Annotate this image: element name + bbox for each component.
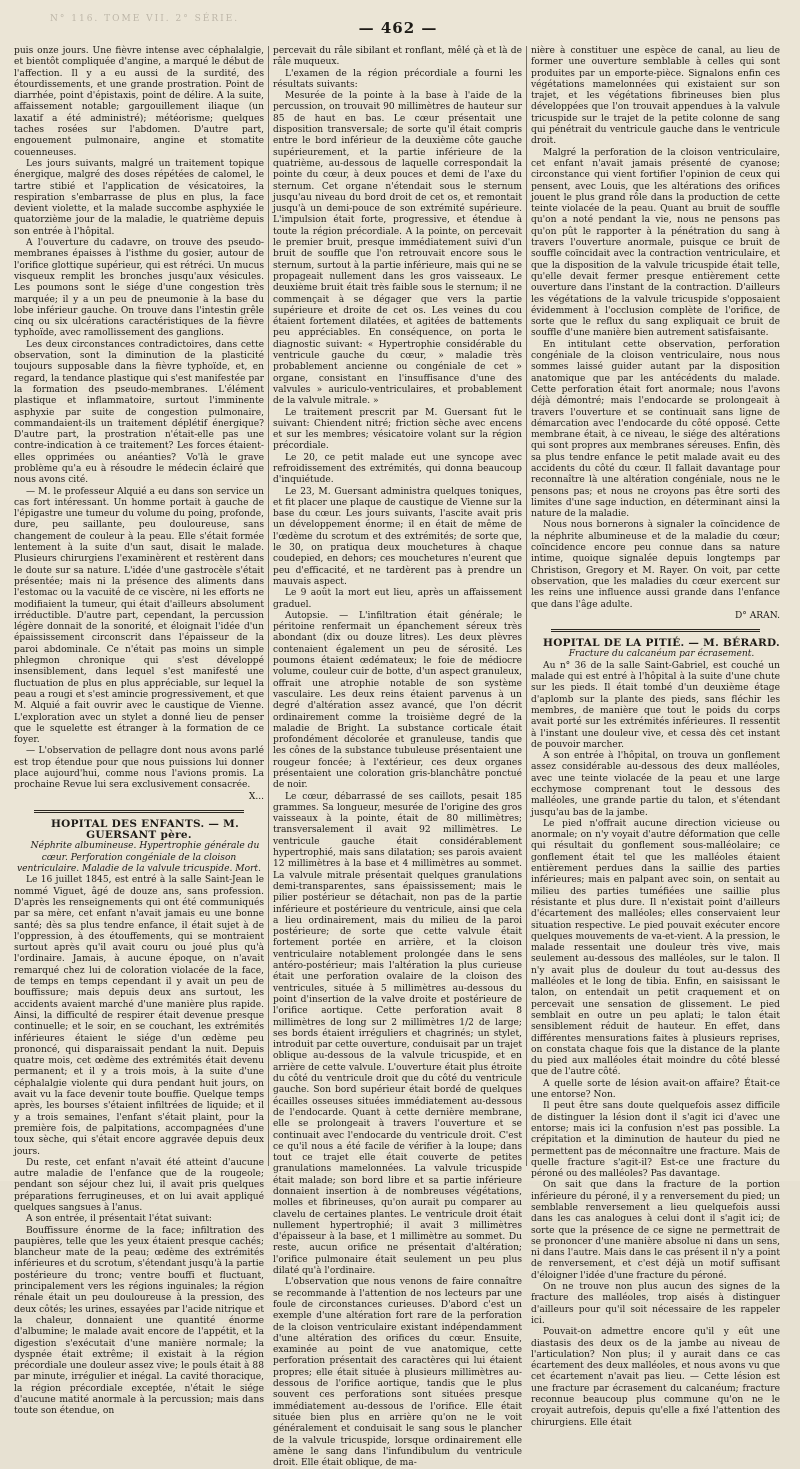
paragraph: Autopsie. — L'infiltration était générale; le péritoine renfermait un épanchement séreux très abondant (dix ou douze litres). Les deux plèvres contenaient également un peu de sérosité. Les poumons étaient œdémateux; le foie de médiocre volume, couleur cuir de botte, d'un aspect granuleux, offrait une atrophie notable de son système vasculaire. Les deux reins étaient parvenus à un degré d'altération assez avancé, que l'on décrit ordinairement comme la troisième degré de la maladie de Bright. La substance corticale était profondément décolorée et granuleuse, tandis que les cônes de la substance tubuleuse présentaient une rougeur foncée; à l'extérieur, ces deux organes présentaient une coloration gris-blanchâtre ponctué de noir. xyxy=(273,610,522,791)
paragraph: puis onze jours. Une fièvre intense avec céphalalgie, et bientôt compliquée d'angine, a marqué le début de l'affection. Il y a eu aussi de la surdité, des étourdissements, et une grande prostration. Point de diarrhée, point d'épistaxis, point de délire. A la suite, affaissement notable; gargouillement iliaque (un laxatif a été administré); météorisme; quelques taches rosées sur l'abdomen. D'autre part, engouement pulmonaire, angine et stomatite couenneuses. xyxy=(14,46,264,158)
paragraph: — L'observation de pellagre dont nous avons parlé est trop étendue pour que nous puissions lui donner place aujourd'hui, comme nous l'avions promis. La prochaine Revue lui sera exclusivement consacrée. xyxy=(14,746,264,791)
paragraph: Il peut être sans doute quelquefois assez difficile de distinguer la lésion dont il s'agit ici d'avec une entorse; mais ici la confusion n'est pas possible. La crépitation et la diminution de hauteur du pied ne permettent pas de méconnaître une fracture. Mais de quelle fracture s'agit-il? Est-ce une fracture du péroné ou des malléoles? Pas davantage. xyxy=(531,1101,780,1180)
section-heading: HOPITAL DE LA PITIÉ. — M. BÉRARD. xyxy=(543,637,780,650)
column-3 xyxy=(526,46,784,1428)
paragraph: Malgré la perforation de la cloison ventriculaire, cet enfant n'avait jamais présenté de cyanose; circonstance qui vient fortifier l'opinion de ceux qui pensent, avec Louis, que les altérations des orifices jouent le plus grand rôle dans la production de cette teinte violacée de la peau. Quant au bruit de souffle qu'on a noté pendant la vie, nous ne pensons pas qu'on pût le rapporter à la pénétration du sang à travers l'ouverture anormale, puisque ce bruit de souffle coïncidait avec la contraction ventriculaire, et que la disposition de la valvule tricuspide était telle, qu'elle devait fermer presque entièrement cette ouverture dans l'instant de la contraction. D'ailleurs les végétations de la valvule tricuspide s'opposaient évidemment à l'occlusion complète de l'orifice, de sorte que le reflux du sang expliquait ce bruit de souffle d'une manière bien autrement satisfaisante. xyxy=(531,147,780,339)
text-columns xyxy=(10,46,786,1469)
paragraph: Les jours suivants, malgré un traitement topique énergique, malgré des doses répétées de calomel, le tartre stibié et l'application de vésicatoires, la respiration s'embarrasse de plus en plus, la face devient violette, et la malade succombe asphyxiée le quatorzième jour de la maladie, le quatrième depuis son entrée à l'hôpital. xyxy=(14,158,264,237)
paragraph: L'examen de la région précordiale a fourni les résultats suivants: xyxy=(273,68,522,90)
paragraph: A son entrée à l'hôpital, on trouva un gonflement assez considérable au-dessous des deux malléoles, avec une teinte violacée de la peau et une large ecchymose comprenant tout le dessous des malléoles, une grande partie du talon, et s'étendant jusqu'au bas de la jambe. xyxy=(531,751,780,818)
paragraph: A quelle sorte de lésion avait-on affaire? Était-ce une entorse? Non. xyxy=(531,1078,780,1101)
paragraph: nière à constituer une espèce de canal, au lieu de former une ouverture semblable à celles qui sont produites par un emporte-pièce. Signalons enfin ces végétations mamelonnées qui existaient sur son trajet, et les végétations fibrineuses bien plus développées que l'on trouvait appendues à la valvule tricuspide sur le trajet de la petite colonne de sang qui pénétrait du ventricule gauche dans le ventricule droit. xyxy=(531,46,780,147)
signature: D° ARAN. xyxy=(735,610,780,621)
paragraph: — M. le professeur Alquié a eu dans son service un cas fort intéressant. Un homme portait à gauche de l'épigastre une tumeur du volume du poing, profonde, dure, peu saillante, peu douloureuse, sans changement de couleur à la peau. Elle s'était formée lentement à la suite d'un saut, disait le malade. Plusieurs chirurgiens l'examinèrent et restèrent dans le doute sur sa nature. L'idée d'une gastrocèle s'était présentée; mais ni la présence des aliments dans l'estomac ou la vacuité de ce viscère, ni les efforts ne modifiaient la tumeur, qui était d'ailleurs absolument irréductible. D'autre part, cependant, la percussion légère donnait de la sonorité, et éloignait l'idée d'un épaississement circonscrit dans l'épaisseur de la paroi abdominale. Ce n'était pas moins un simple phlegmon chronique qui s'est développé insensiblement, dans lequel s'est manifesté une fluctuation de plus en plus appréciable, sur lequel la peau a rougi et s'est amincie progressivement, et que M. Alquié a fait ouvrir avec le caustique de Vienne. L'exploration avec un stylet a donné lieu de penser que le squelette est étranger à la formation de ce foyer. xyxy=(14,486,264,746)
paragraph: Le traitement prescrit par M. Guersant fut le suivant: Chiendent nitré; friction sèche avec encens et sur les membres; vésicatoire volant sur la région précordiale. xyxy=(273,407,522,452)
paragraph: A l'ouverture du cadavre, on trouve des pseudo-membranes épaisses à l'isthme du gosier, autour de l'orifice glottique supérieur, qui est rétréci. Un mucus visqueux remplit les bronches jusqu'aux vésicules. Les poumons sont le siége d'une congestion très marquée; il y a un peu de pneumonie à la base du lobe inférieur gauche. On trouve dans l'intestin grêle cinq ou six ulcérations caractéristiques de la fièvre typhoïde, avec ramollissement des ganglions. xyxy=(14,238,264,339)
paragraph: Le 23, M. Guersant administra quelques toniques, et fit placer une plaque de caustique de Vienne sur la base du cœur. Les jours suivants, l'ascite avait pris un développement énorme; il en était de même de l'œdème du scrotum et des extrémités; de sorte que, le 30, on pratiqua deux mouchetures à chaque coudepied, en dehors; ces mouchetures n'eurent que peu d'efficacité, et ne tardèrent pas à prendre un mauvais aspect. xyxy=(273,486,522,587)
paragraph: Le 9 août la mort eut lieu, après un affaissement graduel. xyxy=(273,588,522,610)
paragraph: En intitulant cette observation, perforation congéniale de la cloison ventriculaire, nous nous sommes laissé guider autant par la disposition anatomique que par les antécédents du malade. Cette perforation était fort anormale; nous l'avons déjà démontré; mais l'endocarde se prolongeait à travers l'ouverture et se continuait sans ligne de démarcation avec l'endocarde du côté opposé. Cette membrane était, à ce niveau, le siége des altérations qui sont propres aux membranes séreuses. Enfin, dès sa plus tendre enfance le petit malade avait eu des accidents du côté du cœur. Il fallait davantage pour reconnaître là une altération congéniale, nous ne le pensons pas; et nous ne croyons pas être sorti des limites d'une sage induction, en déterminant ainsi la nature de la maladie. xyxy=(531,339,780,520)
paragraph: Les deux circonstances contradictoires, dans cette observation, sont la diminution de la plasticité toujours supposable dans la fièvre typhoïde, et, en regard, la tendance plastique qui s'est manifestée par la formation des pseudo-membranes. L'élément plastique et inflammatoire, surtout l'imminente asphyxie par suite de congestion pulmonaire, commandaient-ils un traitement déplétif énergique? D'autre part, la prostration n'était-elle pas une contre-indication à ce traitement? Les forces étaient-elles opprimées ou anéanties? Vo'là le grave problème qu'a eu à résoudre le médecin éclairé que nous avons cité. xyxy=(14,339,264,486)
paragraph: On ne trouve non plus aucun des signes de la fracture des malléoles, trop aisés à distinguer d'ailleurs pour qu'il soit nécessaire de les rappeler ici. xyxy=(531,1282,780,1326)
paragraph: A son entrée, il présentait l'état suivant: xyxy=(26,1214,212,1225)
paragraph: percevait du râle sibilant et ronflant, mêlé çà et là de râle muqueux. xyxy=(273,46,522,68)
paragraph: Le 16 juillet 1845, est entré à la salle Saint-Jean le nommé Viguet, âgé de douze ans, sans profession. D'après les renseignements qui ont été communiqués par sa mère, cet enfant n'avait jamais eu une bonne santé; dès sa plus tendre enfance, il était sujet à de l'oppression, à des étouffements, qui se montraient surtout après qu'il avait couru ou joué plus qu'à l'ordinaire. Jamais, à aucune époque, on n'avait remarqué chez lui de coloration violacée de la face, de temps en temps cependant il y avait un peu de bouffissure; mais depuis deux ans surtout, les accidents avaient marché d'une manière plus rapide. Ainsi, la difficulté de respirer était devenue presque continuelle; et le soir, en se couchant, les extrémités inférieures étaient le siége d'un œdème peu prononcé, qui disparaissait pendant la nuit. Depuis quatre mois, cet œdème des extrémités était devenu permanent; et il y a trois mois, à la suite d'une céphalalgie violente qui dura pendant huit jours, on avait vu la face devenir toute bouffie. Quelque temps après, les bourses s'étaient infiltrées de liquide; et il y a trois semaines, l'enfant s'était plaint, pour la première fois, de palpitations, accompagnées d'une toux sèche, qui s'était encore aggravée depuis deux jours. xyxy=(14,875,264,1157)
paragraph: Le pied n'offrait aucune direction vicieuse ou anormale; on n'y voyait d'autre déformation que celle qui résultait du gonflement sous-malléolaire; ce gonflement était tel que les malléoles étaient entièrement perdues dans la saillie des parties inférieures; mais en palpant avec soin, on sentait au milieu des parties tuméfiées une saillie plus résistante et plus dure. Il n'existait point d'ailleurs d'écartement des malléoles; elles conservaient leur situation respective. Le pied pouvait exécuter encore quelques mouvements de va-et-vient. A la pression, le malade ressentait une douleur très vive, mais seulement au-dessous des malléoles, sur le talon. Il n'y avait plus de douleur du tout au-dessus des malléoles et le long de tibia. Enfin, en saisissant le talon, on entendait un petit craquement et on percevait une sensation de glissement. Le pied semblait en outre un peu aplati; le talon était sensiblement réduit de hauteur. En effet, dans différentes mensurations faites à plusieurs reprises, on constata chaque fois que la distance de la plante du pied aux malléoles était moindre du côté blessé que de l'autre côté. xyxy=(531,818,780,1078)
paragraph: Pouvait-on admettre encore qu'il y eût une diastasis des deux os de la jambe au niveau de l'articulation? Non plus; il y aurait dans ce cas écartement des deux malléoles, et nous avons vu que cet écartement n'avait pas lieu. — Cette lésion est une fracture par écrasement du calcanéum; fracture reconnue beaucoup plus commune qu'on ne le croyait autrefois, depuis qu'elle a fixé l'attention des chirurgiens. Elle était xyxy=(531,1327,780,1428)
paragraph: L'observation que nous venons de faire connaître se recommande à l'attention de nos lecteurs par une foule de circonstances curieuses. D'abord c'est un exemple d'une altération fort rare de la perforation de la cloison ventriculaire existant indépendamment d'une altération des orifices du cœur. Ensuite, examinée au point de vue anatomique, cette perforation présentait des caractères qui lui étaient propres; elle était située à plusieurs millimètres au-dessous de l'orifice aortique, tandis que le plus souvent ces perforations sont situées presque immédiatement au-dessous de l'orifice. Elle était située bien plus en arrière qu'on ne le voit généralement et conduisait le sang sous le plancher de la valvule tricuspide, lorsque ordinairement elle amène le sang dans l'infundibulum du ventricule droit. Elle était oblique, de ma- xyxy=(273,1277,522,1469)
section-subtitle: Fracture du calcanéum par écrasement. xyxy=(568,649,755,660)
section-heading: HOPITAL DES ENFANTS. — M. GUERSANT père. xyxy=(50,817,240,842)
paragraph: Mesurée de la pointe à la base à l'aide de la percussion, on trouvait 90 millimètres de hauteur sur 85 de haut en bas. Le cœur présentait une disposition transversale; de sorte qu'il était compris entre le bord inférieur de la deuxième côte gauche supérieurement, et la partie inférieure de la quatrième, au-dessous de laquelle correspondait la pointe du cœur, à deux pouces et demi de l'axe du sternum. Cet organe n'étendait sous le sternum jusqu'au niveau du bord droit de cet os, et remontait jusqu'à un demi-pouce de son extrémité supérieure. L'impulsion était forte, progressive, et étendue à toute la région précordiale. A la pointe, on percevait le premier bruit, presque immédiatement suivi d'un bruit de souffle que l'on retrouvait encore sous le sternum, surtout à la partie inférieure, mais qui ne se propageait nullement dans les gros vaisseaux. Le deuxième bruit était très faible sous le sternum; il ne commençait à se dégager que vers la partie supérieure et droite de cet os. Les veines du cou étaient fortement dilatées, et agitées de battements peu appréciables. En conséquence, on porta le diagnostic suivant: « Hypertrophie considérable du ventricule gauche du cœur, » maladie très probablement ancienne ou congéniale de cet » organe, consistant en l'insuffisance d'une des valvules » auriculo-ventriculaires, et probablement de la valvule mitrale. » xyxy=(273,91,522,407)
running-title: N° 116. TOME VII. 2° SÉRIE. xyxy=(50,14,240,24)
paragraph: Bouffissure énorme de la face; infiltration des paupières, telle que les yeux étaient presque cachés; blancheur mate de la peau; œdème des extrémités inférieures et du scrotum, s'étendant jusqu'à la partie postérieure du tronc; ventre bouffi et fluctuant, principalement vers les régions inguinales; la région rénale était un peu douloureuse à la pression, des deux côtés; les urines, essayées par l'acide nitrique et la chaleur, donnaient une quantité énorme d'albumine; le malade avait encore de l'appétit, et la digestion s'exécutait d'une manière normale; la dyspnée était extrême; il existait à la région précordiale une douleur assez vive; le pouls était à 88 par minute, irrégulier et inégal. La cavité thoracique, la région précordiale exceptée, n'était le siége d'aucune matité anormale à la percussion; mais dans toute son étendue, on xyxy=(14,1225,264,1417)
page-header xyxy=(10,10,786,46)
paragraph: Le 20, ce petit malade eut une syncope avec refroidissement des extrémités, qui donna beaucoup d'inquiétude. xyxy=(273,452,522,486)
paragraph: Nous nous bornerons à signaler la coïncidence de la néphrite albumineuse et de la maladie du cœur; coïncidence encore peu connue dans sa nature intime, quoique signalée depuis longtemps par Christison, Gregory et M. Rayer. On voit, par cette observation, que les maladies du cœur exercent sur les reins une influence aussi grande dans l'enfance que dans l'âge adulte. xyxy=(531,520,780,610)
paragraph: Le cœur, débarrassé de ses caillots, pesait 185 grammes. Sa longueur, mesurée de l'origine des gros vaisseaux à la pointe, était de 80 millimètres; transversalement il avait 92 millimètres. Le ventricule gauche était considérablement hypertrophié, mais sans dilatation; ses parois avaient 12 millimètres à la base et 4 millimètres au sommet. La valvule mitrale présentait quelques granulations demi-transparentes, sans épaississement; mais le pilier postérieur se détachait, non pas de la partie inférieure et postérieure du ventricule, ainsi que cela a lieu ordinairement, mais du milieu de la paroi postérieure; de sorte que cette valvule était fortement portée en arrière, et la cloison ventriculaire notablement prolongée dans le sens antéro-postérieur; mais l'altération la plus curieuse était une perforation ovalaire de la cloison des ventricules, située à 5 millimètres au-dessous du point d'insertion de la valve droite et postérieure de l'orifice aortique. Cette perforation avait 8 millimètres de long sur 2 millimètres 1/2 de large; ses bords étaient irréguliers et chagrinés; un stylet, introduit par cette ouverture, conduisait par un trajet oblique au-dessous de la valvule tricuspide, et en arrière de cette valvule. L'ouverture était plus étroite du côté du ventricule droit que du côté du ventricule gauche. Son bord supérieur était bordé de quelques écailles osseuses situées immédiatement au-dessous de l'endocarde. Quant à cette dernière membrane, elle se prolongeait à travers l'ouverture et se continuait avec l'endocarde du ventricule droit. C'est ce qu'il nous a été facile de vérifier à la loupe; dans tout ce trajet elle était couverte de petites granulations mamelonnées. La valvule tricuspide était malade; son bord libre et sa partie inférieure donnaient insertion à de nombreuses végétations, molles et fibrineuses, qu'on aurait pu comparer au clavelu de certaines plantes. Le ventricule droit était nullement hypertrophié; il avait 3 millimètres d'épaisseur à la base, et 1 millimètre au sommet. Du reste, aucun orifice ne présentait d'altération; l'orifice pulmonaire était seulement un peu plus dilaté qu'à l'ordinaire. xyxy=(273,791,522,1277)
paragraph: Du reste, cet enfant n'avait été atteint d'aucune autre maladie de l'enfance que de la rougeole; pendant son séjour chez lui, il avait pris quelques préparations ferrugineuses, et on lui avait appliqué quelques sangsues à l'anus. xyxy=(14,1157,264,1213)
section-subtitle: Néphrite albumineuse. Hypertrophie générale du cœur. Perforation congéniale de la cloison ventriculaire. Maladie de la valvule tricuspide. Mort. xyxy=(17,841,261,875)
section-rule xyxy=(551,629,760,632)
page-number: — 462 — xyxy=(358,19,438,37)
paragraph: Au n° 36 de la salle Saint-Gabriel, est couché un malade qui est entré à l'hôpital à la suite d'une chute sur les pieds. Il était tombé d'un deuxième étage d'aplomb sur la plante des pieds, sans fléchir les membres, de manière que tout le poids du corps avait porté sur les extrémités inférieures. Il ressentit à l'instant une douleur vive, et cessa dès cet instant de pouvoir marcher. xyxy=(531,660,780,750)
column-1 xyxy=(10,46,268,1417)
column-2 xyxy=(268,46,526,1469)
section-rule xyxy=(34,810,244,813)
signature: X... xyxy=(248,791,264,802)
paragraph: On sait que dans la fracture de la portion inférieure du péroné, il y a renversement du pied; un semblable renversement a lieu quelquefois aussi dans les cas analogues à celui dont il s'agit ici; de sorte que la présence de ce signe ne permettrait de se prononcer d'une manière absolue ni dans un sens, ni dans l'autre. Mais dans le cas présent il n'y a point de renversement, et c'est déjà un motif suffisant d'éloigner l'idée d'une fracture du péroné. xyxy=(531,1180,780,1281)
